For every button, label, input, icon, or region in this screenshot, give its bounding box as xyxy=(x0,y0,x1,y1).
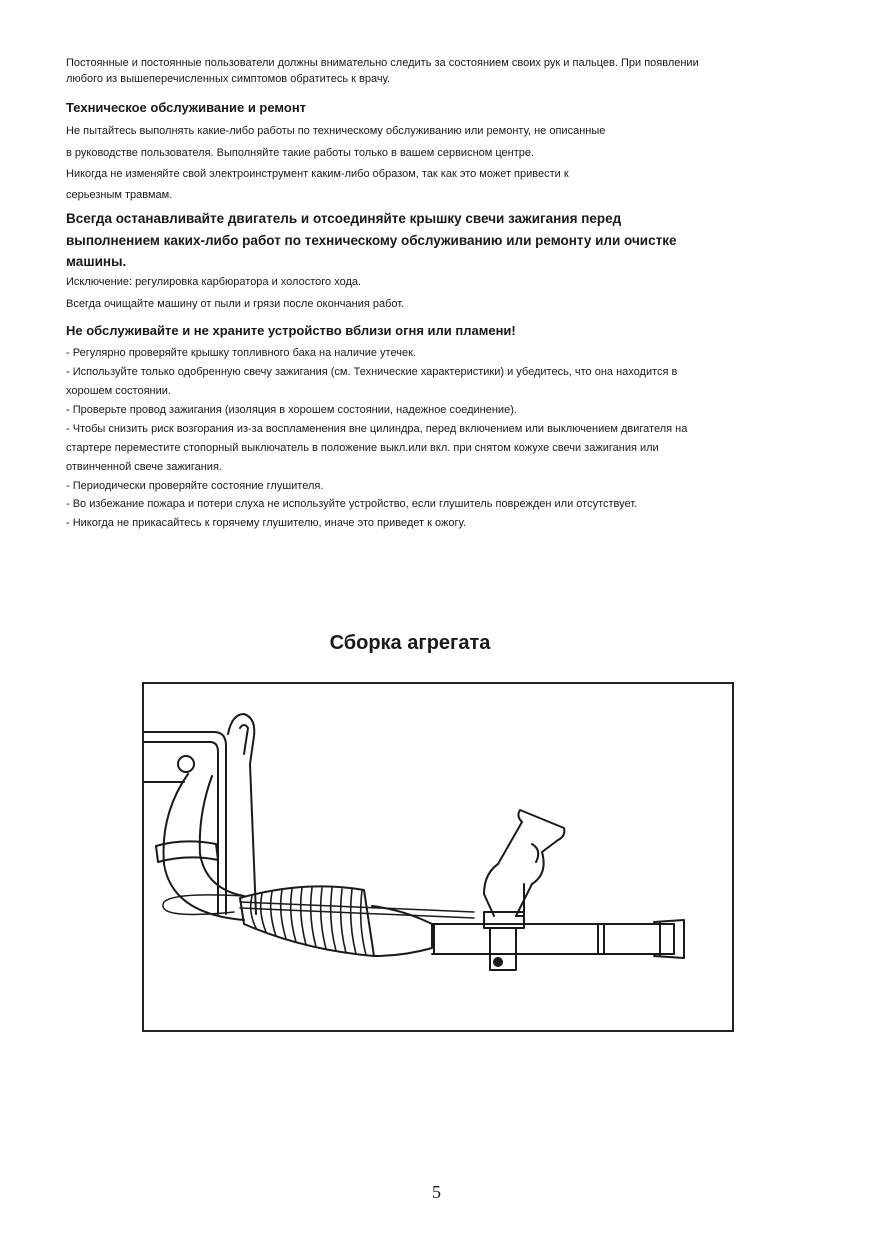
clamp-bolt-icon xyxy=(494,958,502,966)
maintenance-line-4: серьезным травмам. xyxy=(66,189,173,201)
page-number: 5 xyxy=(432,1182,441,1202)
maintenance-line-1: Не пытайтесь выполнять какие-либо работы по техническому обслуживанию или ремонту, не описанные xyxy=(66,125,606,137)
intro-line-2: любого из вышеперечисленных симптомов обратитесь к врачу. xyxy=(66,73,391,85)
fire-line-2: - Используйте только одобренную свечу зажигания (см. Технические характеристики) и убедитесь, что она находится в xyxy=(66,366,678,378)
nozzle xyxy=(654,920,684,958)
assembly-title: Сборка агрегата xyxy=(329,632,491,654)
fire-line-3: хорошем состоянии. xyxy=(66,385,171,397)
maintenance-line-3: Никогда не изменяйте свой электроинструмент каким-либо образом, так как это может привести к xyxy=(66,168,569,180)
handle-clamp xyxy=(484,912,524,928)
intro-line-1: Постоянные и постоянные пользователи должны внимательно следить за состоянием своих рук и пальцев. При появлении xyxy=(66,57,699,69)
fire-line-8: - Периодически проверяйте состояние глушителя. xyxy=(66,480,324,492)
blower-tube-drawing xyxy=(144,684,732,1030)
fire-line-10: - Никогда не прикасайтесь к горячему глушителю, иначе это приведет к ожогу. xyxy=(66,517,466,529)
maintenance-heading: Техническое обслуживание и ремонт xyxy=(66,100,307,115)
fire-line-6: стартере переместите стопорный выключатель в положение выкл.или вкл. при снятом кожухе свечи зажигания или xyxy=(66,442,659,454)
fire-line-4: - Проверьте провод зажигания (изоляция в хорошем состоянии, надежное соединение). xyxy=(66,404,517,416)
fire-line-7: отвинченной свече зажигания. xyxy=(66,461,222,473)
stop-engine-heading-3: машины. xyxy=(66,254,127,269)
stop-engine-heading-2: выполнением каких-либо работ по техническому обслуживанию или ремонту или очистке xyxy=(66,233,677,248)
blower-tube xyxy=(432,924,674,954)
throttle-cable xyxy=(240,902,474,912)
elbow-pipe xyxy=(164,774,245,920)
elbow-clamp xyxy=(156,841,218,862)
frame-bar xyxy=(144,732,226,914)
maintenance-line-2: в руководстве пользователя. Выполняйте такие работы только в вашем сервисном центре. xyxy=(66,147,535,159)
stop-engine-line-2: Всегда очищайте машину от пыли и грязи после окончания работ. xyxy=(66,298,405,310)
fire-heading: Не обслуживайте и не храните устройство вблизи огня или пламени! xyxy=(66,323,516,338)
backpack-pad xyxy=(228,714,256,914)
fire-line-9: - Во избежание пожара и потери слуха не используйте устройство, если глушитель поврежден или отсутствует. xyxy=(66,498,638,510)
stop-engine-heading-1: Всегда останавливайте двигатель и отсоединяйте крышку свечи зажигания перед xyxy=(66,211,622,226)
assembly-illustration xyxy=(142,682,734,1032)
knob-icon xyxy=(178,756,194,772)
fire-line-5: - Чтобы снизить риск возгорания из-за воспламенения вне цилиндра, перед включением или выключением двигателя на xyxy=(66,423,688,435)
fire-line-1: - Регулярно проверяйте крышку топливного бака на наличие утечек. xyxy=(66,347,416,359)
stop-engine-line-1: Исключение: регулировка карбюратора и холостого хода. xyxy=(66,276,362,288)
